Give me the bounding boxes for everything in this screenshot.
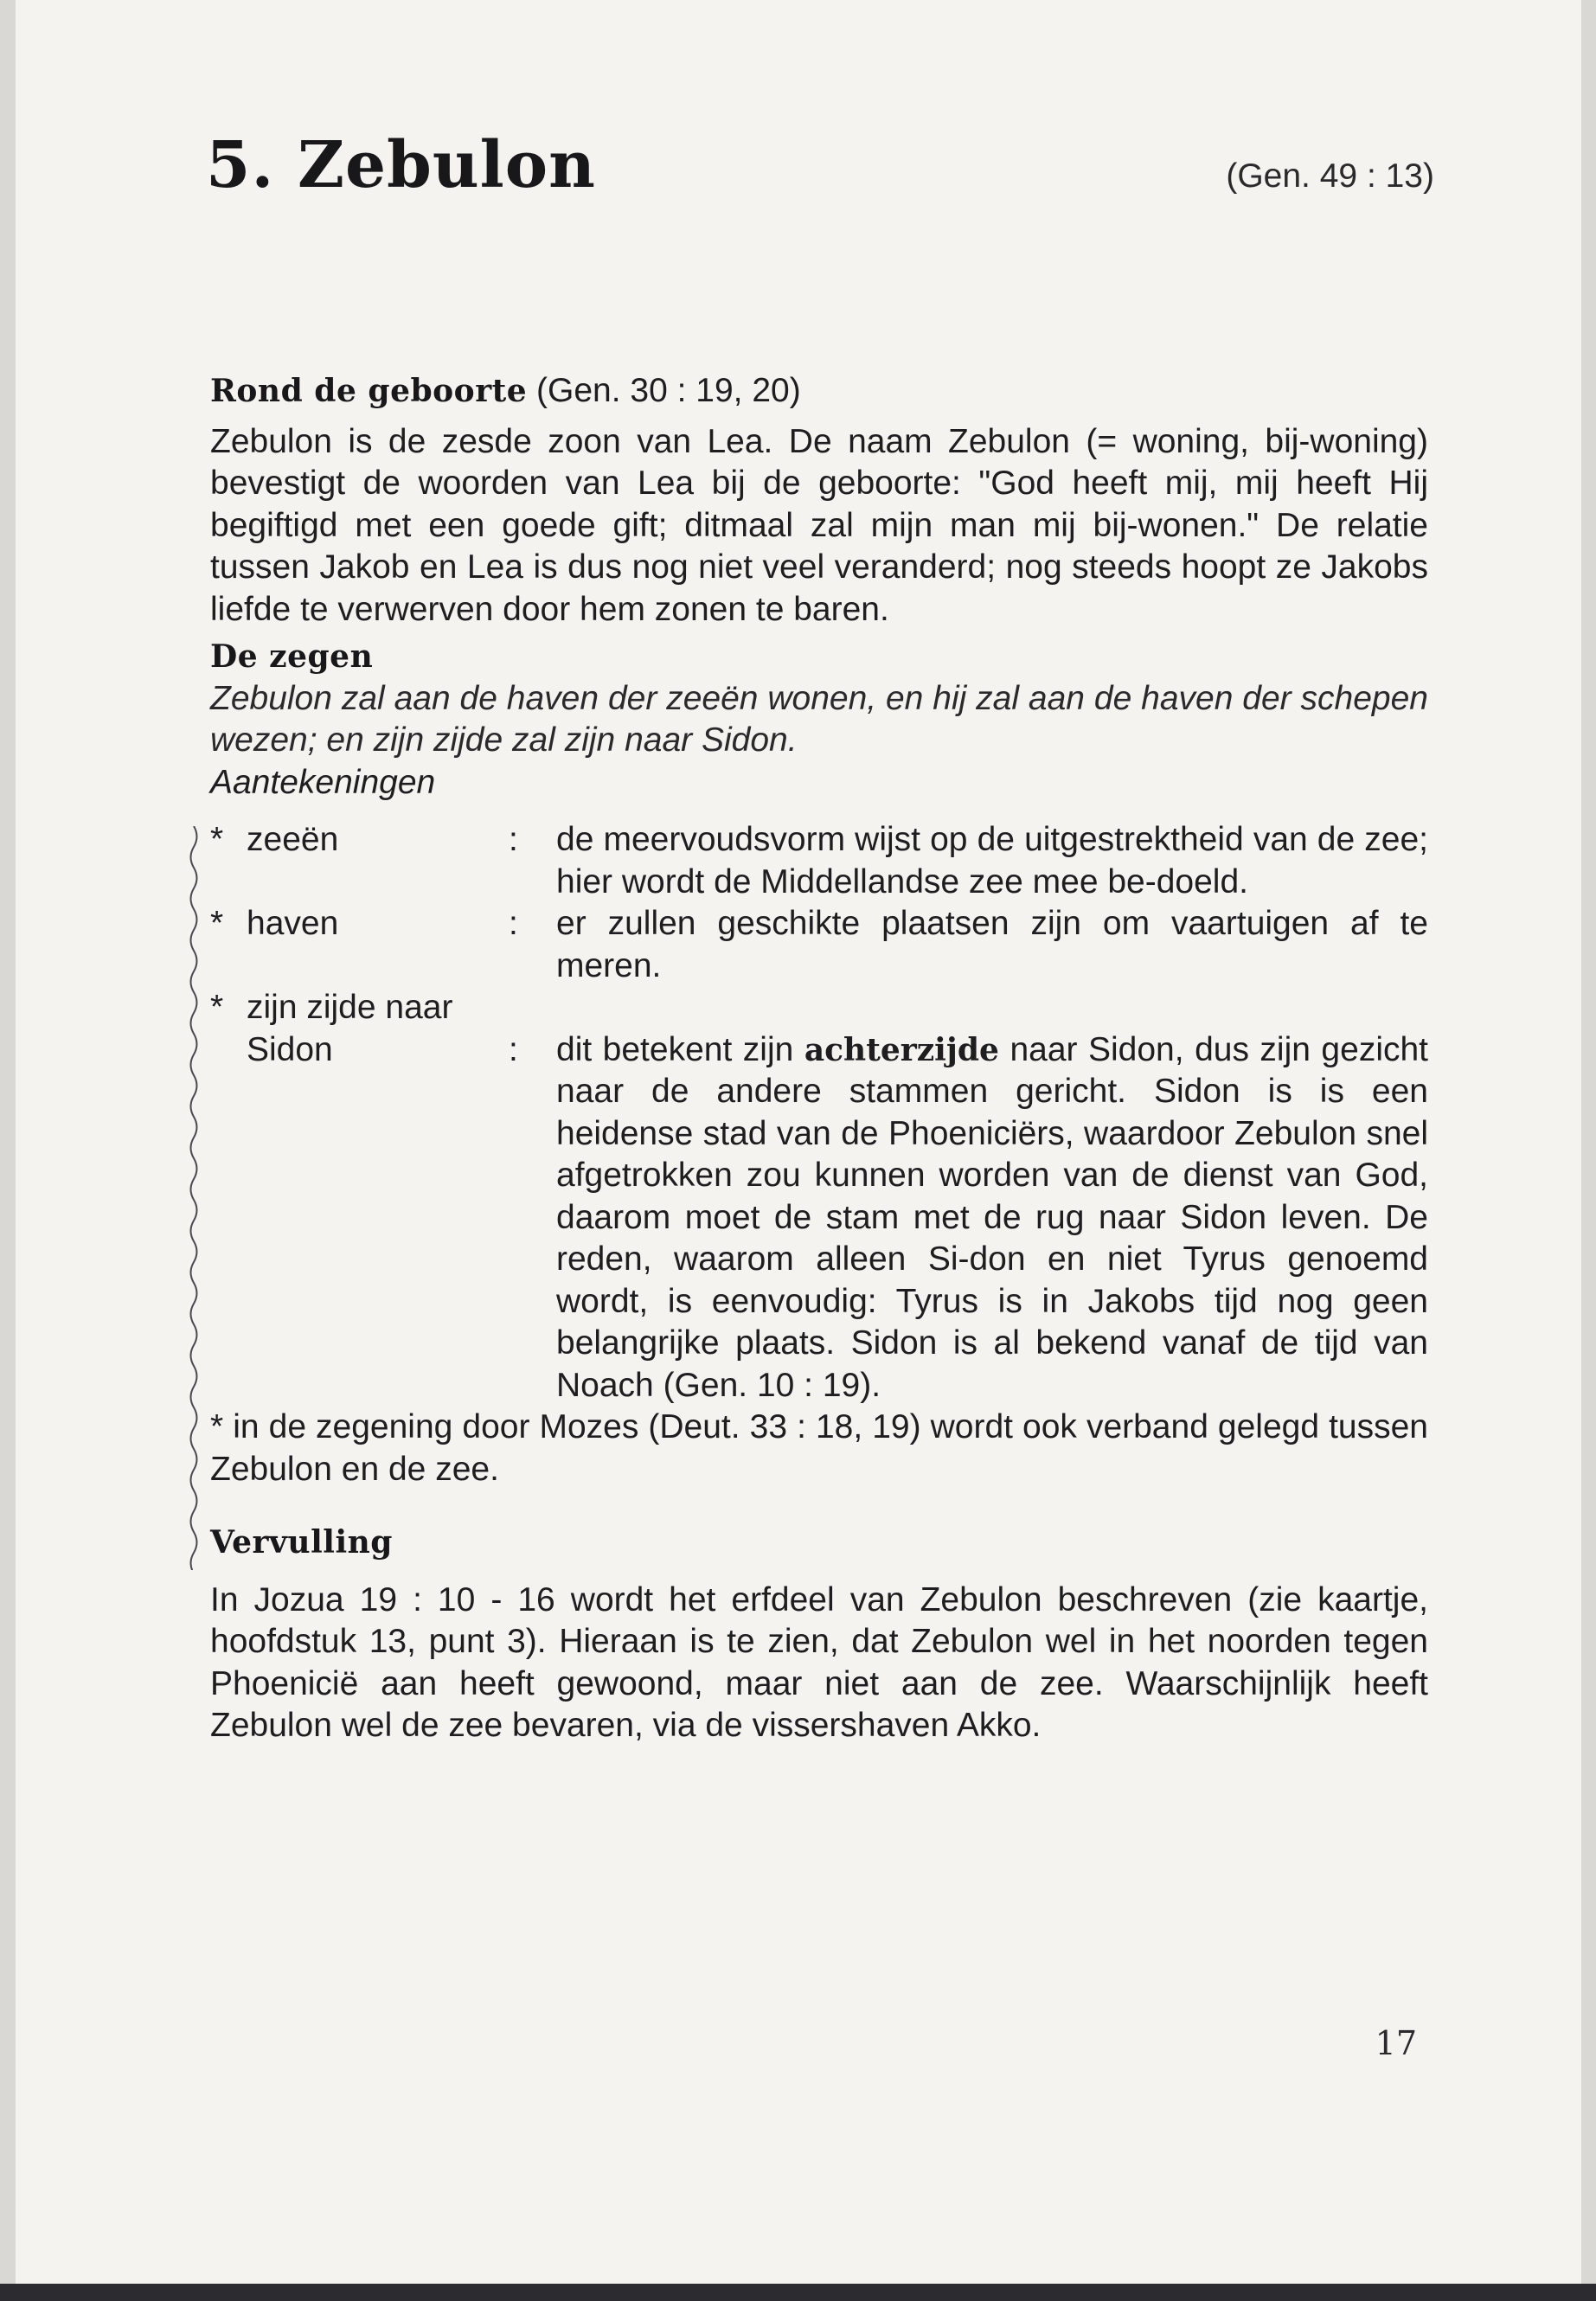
note-definition: er zullen geschikte plaatsen zijn om vaartuigen af te meren.	[556, 905, 1428, 984]
note-colon: :	[509, 821, 518, 858]
section-birth-title: Rond de geboorte	[210, 373, 528, 409]
note-term-text: haven	[247, 905, 339, 942]
section-birth-reference: (Gen. 30 : 19, 20)	[536, 372, 801, 409]
note-term	[210, 819, 509, 862]
note-term-text: zeeën	[247, 821, 339, 858]
note-definition	[556, 987, 1428, 1407]
note-star: *	[210, 905, 224, 942]
note-term-line-1: zijn zijde naar	[247, 989, 453, 1026]
blessing-quote: Zebulon zal aan de haven der zeeën wonen, en hij zal aan de haven der schepen wezen; en zijn zijde zal zijn naar Sidon.	[210, 679, 1428, 759]
page-number: 17	[1375, 2024, 1417, 2062]
note-item	[210, 819, 1428, 903]
note-colon-mark: :	[509, 1030, 518, 1068]
note-closing	[210, 1407, 1428, 1490]
note-star: *	[210, 821, 224, 858]
note-definition-emphasis: achterzijde	[804, 1031, 999, 1068]
note-colon: :	[509, 905, 518, 942]
note-colon-spacer	[509, 987, 556, 1029]
note-definition: de meervoudsvorm wijst op de uitgestrektheid van de zee; hier wordt de Middellandse zee mee be-doeld.	[556, 821, 1428, 901]
notes-list	[210, 819, 1428, 1490]
note-definition-rest: naar Sidon, dus zijn gezicht naar de andere stammen gericht. Sidon is is een heidense stad van de Phoeniciërs, waardoor Zebulon snel afgetrokken zou kunnen worden van de dienst van God, daarom moet de stam met de rug naar Sidon leven. De reden, waarom alleen Si-don en niet Tyrus genoemd wordt, is eenvoudig: Tyrus is in Jakobs tijd nog geen belangrijke plaats. Sidon is al bekend vanaf de tijd van Noach (Gen. 10 : 19).	[556, 1030, 1429, 1404]
chapter-reference: (Gen. 49 : 13)	[1226, 157, 1434, 195]
chapter-title: 5. Zebulon	[206, 128, 596, 202]
section-fulfillment-title: Vervulling	[210, 1524, 393, 1561]
note-definition-start: dit betekent zijn	[556, 1030, 794, 1068]
page-content	[210, 370, 1428, 1747]
scan-bottom-edge	[0, 2284, 1596, 2301]
notes-brace-ornament	[186, 826, 202, 1570]
fulfillment-paragraph: In Jozua 19 : 10 - 16 wordt het erfdeel van Zebulon beschreven (zie kaartje, hoofdstuk 13, punt 3). Hieraan is te zien, dat Zebulon wel in het noorden tegen Phoenicië aan heeft gewoond, maar niet aan de zee. Waarschijnlijk heeft Zebulon wel de zee bevaren, via de vissershaven Akko.	[210, 1580, 1428, 1744]
note-colon	[509, 987, 556, 1071]
section-birth-heading	[210, 370, 1428, 413]
book-page	[16, 0, 1581, 2284]
note-star: *	[210, 989, 224, 1026]
note-definition-spacer	[556, 987, 1428, 1029]
note-item	[210, 987, 1428, 1407]
note-item	[210, 903, 1428, 987]
chapter-header	[206, 128, 1434, 223]
note-star: *	[210, 1408, 224, 1445]
section-blessing-title: De zegen	[210, 638, 374, 675]
birth-paragraph: Zebulon is de zesde zoon van Lea. De naam Zebulon (= woning, bij-woning) bevestigt de woorden van Lea bij de geboorte: "God heeft mij, mij heeft Hij begiftigd met een goede gift; ditmaal zal mijn man mij bij-wonen." De relatie tussen Jakob en Lea is dus nog niet veel veranderd; nog steeds hoopt ze Jakobs liefde te verwerven door hem zonen te baren.	[210, 422, 1428, 628]
section-blessing-heading	[210, 636, 1428, 678]
note-closing-text: in de zegening door Mozes (Deut. 33 : 18, 19) wordt ook verband gelegd tussen Zebulon en de zee.	[210, 1408, 1428, 1488]
note-term	[210, 903, 509, 945]
section-fulfillment-heading	[210, 1522, 1428, 1564]
notes-title: Aantekeningen	[210, 763, 436, 801]
note-term-line-2: Sidon	[247, 1030, 333, 1068]
note-term	[210, 987, 509, 1071]
